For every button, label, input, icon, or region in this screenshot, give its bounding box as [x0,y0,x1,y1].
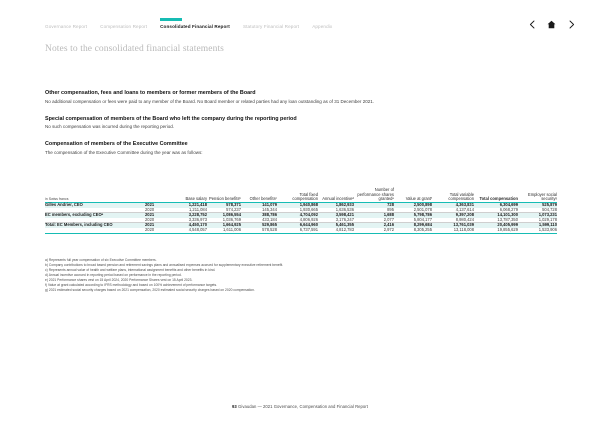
cell-7: 2,500,898 [394,203,432,208]
col-total-compensation: Total compensation [474,186,518,203]
row-label: EC members, excluding CEOᵃ [45,213,145,218]
cell-3: 388,786 [241,213,277,218]
cell-2: 574,237 [207,208,241,213]
section-body: The compensation of the Executive Committee during the year was as follows: [45,149,203,155]
cell-6: 2,972 [354,228,394,233]
col-other-benefits: Other benefitsᶜ [241,186,277,203]
cell-8: 9,397,208 [432,213,474,218]
cell-1: 4,450,170 [167,223,207,228]
section-heading: Other compensation, fees and loans to members or former members of the Board [45,90,256,96]
cell-5: 1,862,933 [318,203,354,208]
cell-9: 6,304,699 [474,203,518,208]
table-body [45,203,557,234]
cell-8: 13,761,039 [432,223,474,228]
cell-10: 1,533,906 [518,228,557,233]
row-year: 2021 [145,203,167,208]
footnote-f: f) Value at grant calculated according to IFRS methodology and based on 100% achievement of performance targets. [45,283,218,287]
cell-5: 5,461,355 [318,223,354,228]
next-page-icon[interactable] [567,19,576,30]
col-pension-benefits: Pension benefitsᵇ [207,186,241,203]
cell-3: 141,079 [241,203,277,208]
cell-9: 13,787,350 [474,218,518,223]
cell-3: 433,184 [241,218,277,223]
cell-8: 4,137,614 [432,208,474,213]
section-other-compensation [45,90,557,106]
cell-6: 728 [354,203,394,208]
footnote-b: b) Company contributions to broad based pension and retirement savings plans and annualised expenses accrued for supplementary executive retirement benefit. [45,263,284,267]
footnote-e: e) 2021 Performance shares vest on 15 April 2024, 2020 Performance Shares vest on 15 April 2023. [45,278,193,282]
cell-8: 4,363,831 [432,203,474,208]
executive-compensation-table [45,186,557,234]
footnote-c: c) Represents annual value of health and welfare plans, international assignment benefits and other benefits in kind. [45,268,216,272]
section-body: No additional compensation or fees were paid to any member of the Board. No Board member or related parties had any loan outstanding as of 31 December 2021. [45,98,375,104]
table-footnotes [45,258,565,293]
cell-7: 2,501,078 [394,208,432,213]
row-label: Gilles Andrier, CEO [45,203,145,208]
cell-1: 3,228,752 [167,213,207,218]
section-executive-committee-compensation [45,141,557,157]
table-row [45,228,557,233]
footer-page-number: 93 [232,404,237,409]
cell-7: 8,305,255 [394,228,432,233]
cell-5: 4,812,783 [318,228,354,233]
cell-9: 20,405,999 [474,223,518,228]
cell-1: 3,336,973 [167,218,207,223]
col-total-variable-compensation: Total variable compensation [432,186,474,203]
cell-9: 6,068,279 [474,208,518,213]
cell-6: 2,077 [354,218,394,223]
cell-4: 6,644,960 [277,223,318,228]
row-year: 2020 [145,228,167,233]
cell-7: 5,798,786 [394,213,432,218]
cell-7: 5,804,177 [394,218,432,223]
col-year [145,186,167,203]
cell-1: 1,221,418 [167,203,207,208]
cell-9: 14,101,300 [474,213,518,218]
table-header-row [45,186,557,203]
col-base-salary: Base salary [167,186,207,203]
cell-8: 13,118,008 [432,228,474,233]
tab-statutory-financial-report[interactable]: Statutory Financial Report [242,24,300,29]
cell-6: 895 [354,208,394,213]
footnote-a: a) Represents full year compensation of six Executive Committee members. [45,258,157,262]
top-navigation-bar [0,0,600,38]
cell-10: 1,029,178 [518,218,557,223]
prev-page-icon[interactable] [527,19,536,30]
cell-4: 4,806,926 [277,218,318,223]
row-label [45,228,145,233]
executive-compensation-table-wrapper [45,186,557,234]
section-special-compensation [45,116,557,132]
row-year: 2020 [145,208,167,213]
row-label: Total: EC Members, including CEO [45,223,145,228]
footnote-g: g) 2021 estimated social security charges based on 2021 compensation, 2020 estimated social security charges based on 2020 compensation. [45,288,255,292]
cell-4: 6,737,591 [277,228,318,233]
page-title: Notes to the consolidated financial statements [45,44,224,54]
cell-10: 1,599,110 [518,223,557,228]
cell-10: 525,879 [518,203,557,208]
navigation-controls [527,19,576,30]
cell-9: 19,855,629 [474,228,518,233]
cell-10: 504,728 [518,208,557,213]
section-tabs [45,20,332,30]
tab-compensation-report[interactable]: Compensation Report [100,24,148,29]
cell-1: 4,548,057 [167,228,207,233]
cell-10: 1,073,231 [518,213,557,218]
cell-6: 2,416 [354,223,394,228]
footer-text: Givaudan — 2021 Governance, Compensation and Financial Report [238,404,368,409]
cell-3: 529,865 [241,223,277,228]
cell-2: 578,371 [207,203,241,208]
col-performance-shares-granted: Number of performance shares grantedᵉ [354,186,394,203]
cell-2: 1,664,925 [207,223,241,228]
cell-3: 145,344 [241,208,277,213]
tab-appendix[interactable]: Appendix [312,24,333,29]
cell-4: 4,704,092 [277,213,318,218]
footnote-d: d) Annual incentive accrued in reporting period based on performance in the reporting period. [45,273,182,277]
section-heading: Special compensation of members of the Board who left the company during the reporting period [45,115,297,122]
cell-5: 3,176,247 [318,218,354,223]
row-year: 2021 [145,223,167,228]
col-annual-incentive: Annual incentiveᵈ [318,186,354,203]
col-employer-social-security: Employer social securityᵍ [518,186,557,203]
cell-2: 1,611,006 [207,228,241,233]
home-icon[interactable] [547,19,556,30]
cell-2: 1,086,554 [207,213,241,218]
page-footer [0,404,600,409]
section-body: No such compensation was incurred during the reporting period. [45,124,175,130]
tab-consolidated-financial-report[interactable]: Consolidated Financial Report [160,20,230,30]
cell-7: 8,299,684 [394,223,432,228]
cell-4: 1,930,665 [277,208,318,213]
cell-4: 1,940,868 [277,203,318,208]
col-unit-label: in Swiss francs [45,186,145,203]
row-year: 2021 [145,213,167,218]
cell-1: 1,211,084 [167,208,207,213]
col-value-at-grant: Value at grantᶠ [394,186,432,203]
cell-5: 3,598,421 [318,213,354,218]
tab-governance-report[interactable]: Governance Report [45,24,88,29]
cell-2: 1,036,769 [207,218,241,223]
cell-5: 1,636,536 [318,208,354,213]
notes-content [45,90,557,167]
col-total-fixed-compensation: Total fixed compensation [277,186,318,203]
cell-8: 8,980,424 [432,218,474,223]
cell-3: 578,528 [241,228,277,233]
section-heading: Compensation of members of the Executive Committee [45,141,188,147]
cell-6: 1,688 [354,213,394,218]
row-year: 2020 [145,218,167,223]
